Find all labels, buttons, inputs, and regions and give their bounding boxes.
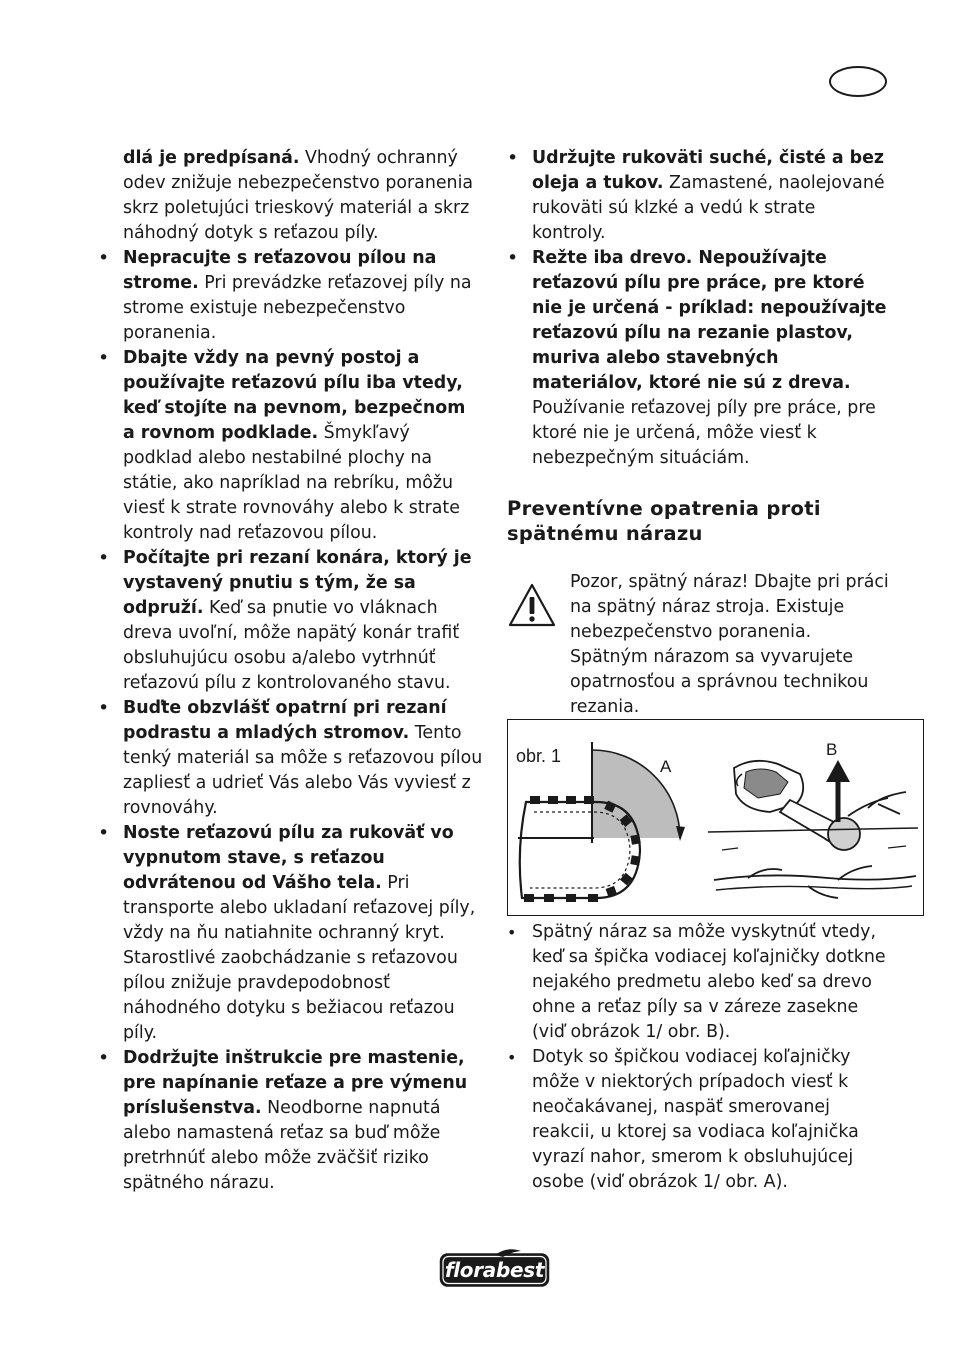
item-text: Neodborne napnutá alebo namastená reťaz sa buď môže pretrhnúť alebo môže zväčšiť riziko spätného nárazu. (123, 1098, 441, 1193)
intro-bold: dlá je predpísaná. (123, 148, 300, 168)
item-lead: Buďte obzvlášť opatrní pri rezaní podrastu a mladých stromov. (123, 698, 447, 743)
list-item: • Dotyk so špičkou vodiacej koľajničky môže v niektorých prípadoch viesť k neočakávanej, naspäť smerovanej reakcii, u ktorej sa vodiaca koľajnička vyrazí nahor, smerom k obsluhujúcej osobe (viď obrázok 1/ obr. A). (507, 1045, 892, 1195)
brand-logo (439, 1248, 550, 1288)
item-lead: Udržujte rukoväti suché, čisté a bez oleja a tukov. (532, 148, 884, 193)
intro-text: Vhodný ochranný odev znižuje nebezpečenstvo poranenia skrz poletujúci trieskový materiál a skrz náhodný dotyk s reťazou píly. (123, 148, 474, 243)
warning-triangle-icon (507, 582, 557, 628)
item-text: Používanie reťazovej píly pre práce, pre ktoré nie je určená, môže viesť k nebezpečným situáciám. (532, 398, 876, 468)
item-text: Pri transporte alebo ukladaní reťazovej píly, vždy na ňu natiahnite ochranný kryt. Starostlivé zaobchádzanie s reťazovou pílou znižuje pravdepodobnosť náhodného dotyku s bežiacou reťazou píly. (123, 873, 476, 1043)
label-a: A (660, 757, 672, 776)
kickback-notes (507, 920, 892, 1195)
list-item (98, 696, 483, 821)
safety-list-left (98, 246, 483, 1196)
list-item (98, 821, 483, 1046)
item-text: Tento tenký materiál sa môže s reťazovou pílou zapliesť a udrieť Vás alebo Vás vyviesť z rovnováhy. (123, 723, 483, 818)
list-item (98, 346, 483, 546)
language-badge (829, 66, 887, 97)
item-lead: Dodržujte inštrukcie pre mastenie, pre napínanie reťaze a pre výmenu príslušenstva. (123, 1048, 468, 1118)
list-item (98, 1046, 483, 1196)
item-text: Keď sa pnutie vo vláknach dreva uvoľní, môže napätý konár trafiť obsluhujúcu osobu a/alebo vytrhnúť reťazovú pílu z kontrolovaného stavu. (123, 598, 460, 693)
list-item (507, 246, 892, 471)
safety-list-right (507, 146, 892, 471)
list-item (98, 546, 483, 696)
logo-wordmark: florabest (444, 1258, 545, 1282)
kickback-list (507, 920, 892, 1195)
section-heading: Preventívne opatrenia proti spätnému nárazu (507, 497, 821, 545)
list-item (98, 246, 483, 346)
intro-paragraph (98, 146, 483, 246)
item-text: Šmykľavý podklad alebo nestabilné plochy na státie, ako napríklad na rebríku, môžu viesť k strate rovnováhy alebo k strate kontroly nad reťazovou pílou. (123, 423, 460, 543)
figure-caption: obr. 1 (516, 746, 562, 766)
item-lead: Počítajte pri rezaní konára, ktorý je vystavený pnutiu s tým, že sa odpruží. (123, 548, 472, 618)
item-lead: Režte iba drevo. Nepoužívajte reťazovú pílu pre práce, pre ktoré nie je určená - príklad: nepoužívajte reťazovú pílu na rezanie plastov, muriva alebo stavebných materiálov, ktoré nie sú z dreva. (532, 248, 887, 393)
item-text: Pri prevádzke reťazovej píly na strome existuje nebezpečenstvo poranenia. (123, 273, 472, 343)
kickback-illustration (508, 720, 925, 917)
list-item: • Spätný náraz sa môže vyskytnúť vtedy, keď sa špička vodiacej koľajničky dotkne nejakého predmetu alebo keď sa drevo ohne a reťaz píly sa v záreze zasekne (viď obrázok 1/ obr. B). (507, 920, 892, 1045)
item-text: Zamastené, naolejované rukoväti sú klzké a vedú k strate kontroly. (532, 173, 885, 243)
item-lead: Dbajte vždy na pevný postoj a používajte reťazovú pílu iba vtedy, keď stojíte na pevnom, bezpečnom a rovnom podklade. (123, 348, 466, 443)
item-lead: Nepracujte s reťazovou pílou na strome. (123, 248, 437, 293)
kickback-figure (507, 719, 924, 916)
list-item (507, 146, 892, 246)
left-column (98, 146, 483, 1196)
label-b: B (826, 740, 838, 759)
item-lead: Noste reťazovú pílu za rukoväť vo vypnutom stave, s reťazou odvrátenou od Vášho tela. (123, 823, 454, 893)
right-column (507, 146, 892, 546)
warning-text: Pozor, spätný náraz! Dbajte pri práci na spätný náraz stroja. Existuje nebezpečenstvo poranenia. Spätným nárazom sa vyvarujete opatrnosťou a správnou technikou rezania. (570, 572, 889, 717)
